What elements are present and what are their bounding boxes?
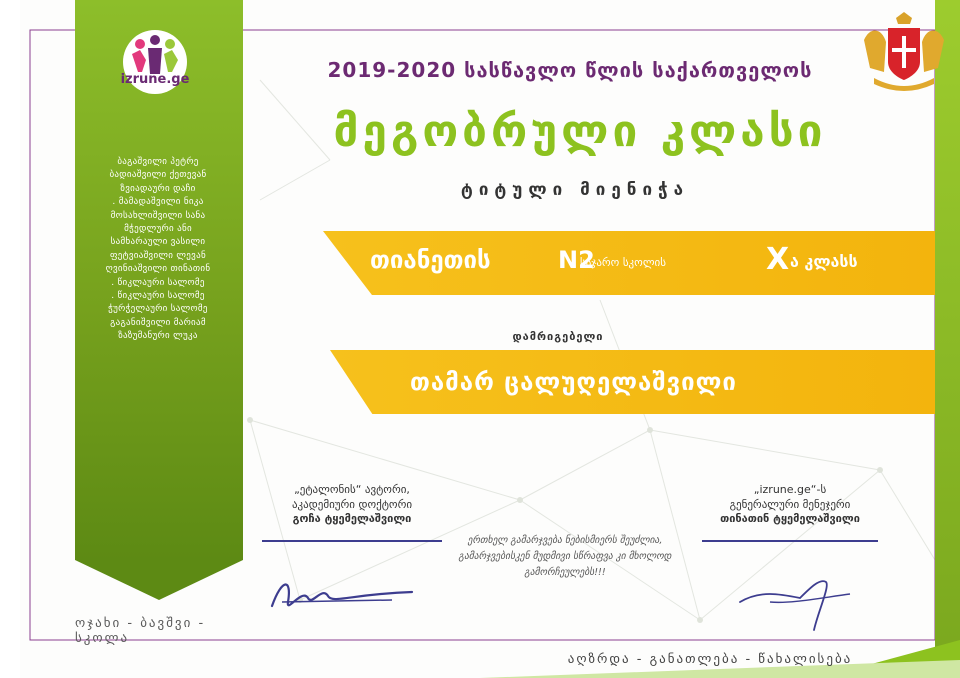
deserver-label: დამრიგებელი [512, 330, 604, 343]
award-line: ტიტული მიენიჭა [460, 180, 690, 200]
list-item: მჭედლური ანი [124, 224, 192, 235]
signer-name: თინათინ ტყემელაშვილი [720, 512, 860, 525]
list-item: . წიკლაური სალომე [111, 277, 205, 288]
list-item: ბაგაშვილი პეტრე [117, 157, 199, 167]
grade: X [766, 242, 790, 277]
certificate-title: მეგობრული კლასი [333, 106, 827, 157]
motivational-note [420, 533, 710, 581]
footer-motto: აღზრდა - განათლება - წახალისება [567, 652, 853, 667]
grade-suffix: ა კლასს [790, 252, 858, 271]
signer-role: „izrune.ge“-ს [753, 483, 827, 496]
list-item: . მამადაშვილი ნიკა [112, 197, 204, 208]
list-item: ბადიაშვილი ქეთევან [109, 170, 207, 181]
signature-left-rule [262, 540, 442, 542]
list-item: ზაზუმანური ლუკა [118, 331, 198, 342]
note-line: ერთხელ გამარჯვება ნებისმიერს შეუძლია, [467, 535, 663, 546]
signature-right-rule [702, 540, 878, 542]
list-item: ზვიადაური დაჩი [120, 183, 196, 194]
note-line: გამარჯვებისკენ მუდმივი სწრაფვა კი მხოლოდ გამორჩეულებს!!! [458, 551, 672, 578]
deserver-name: თამარ ცალუღელაშვილი [410, 368, 737, 396]
list-item: ფეტვიაშვილი ლევან [110, 250, 206, 261]
list-item: ჭურჭელაური სალომე [108, 304, 208, 315]
signature-left [262, 482, 442, 525]
school-type: საჯარო სკოლის [580, 256, 666, 269]
year-heading: 2019-2020 სასწავლო წლის საქართველოს [327, 58, 813, 82]
sidebar-motto: ოჯახი - ბავშვი - სკოლა [75, 616, 206, 646]
signer-role: „ეტალონის“ ავტორი, [294, 483, 410, 496]
list-item: გაგანიშვილი მარიამ [110, 317, 206, 328]
handwritten-signature-left [262, 568, 432, 618]
logo-text: izrune.ge [120, 72, 190, 87]
list-item: . წიკლაური სალომე [111, 291, 205, 302]
school-number: N2 [558, 246, 595, 274]
signer-title: აკადემიური დოქტორი [291, 498, 413, 511]
list-item: მოსახლიშვილი სანა [110, 210, 206, 221]
handwritten-signature-right [730, 568, 880, 638]
signer-title: გენერალური მენეჯერი [729, 498, 851, 511]
list-item: სამხარაული ვასილი [110, 237, 206, 248]
list-item: ღვინიაშვილი თინათინ [105, 264, 211, 275]
signer-name: გოჩა ტყემელაშვილი [292, 512, 412, 525]
student-list [82, 156, 234, 344]
signature-right [700, 482, 880, 525]
coat-of-arms-icon [860, 12, 948, 96]
school-name: თიანეთის [370, 246, 491, 274]
